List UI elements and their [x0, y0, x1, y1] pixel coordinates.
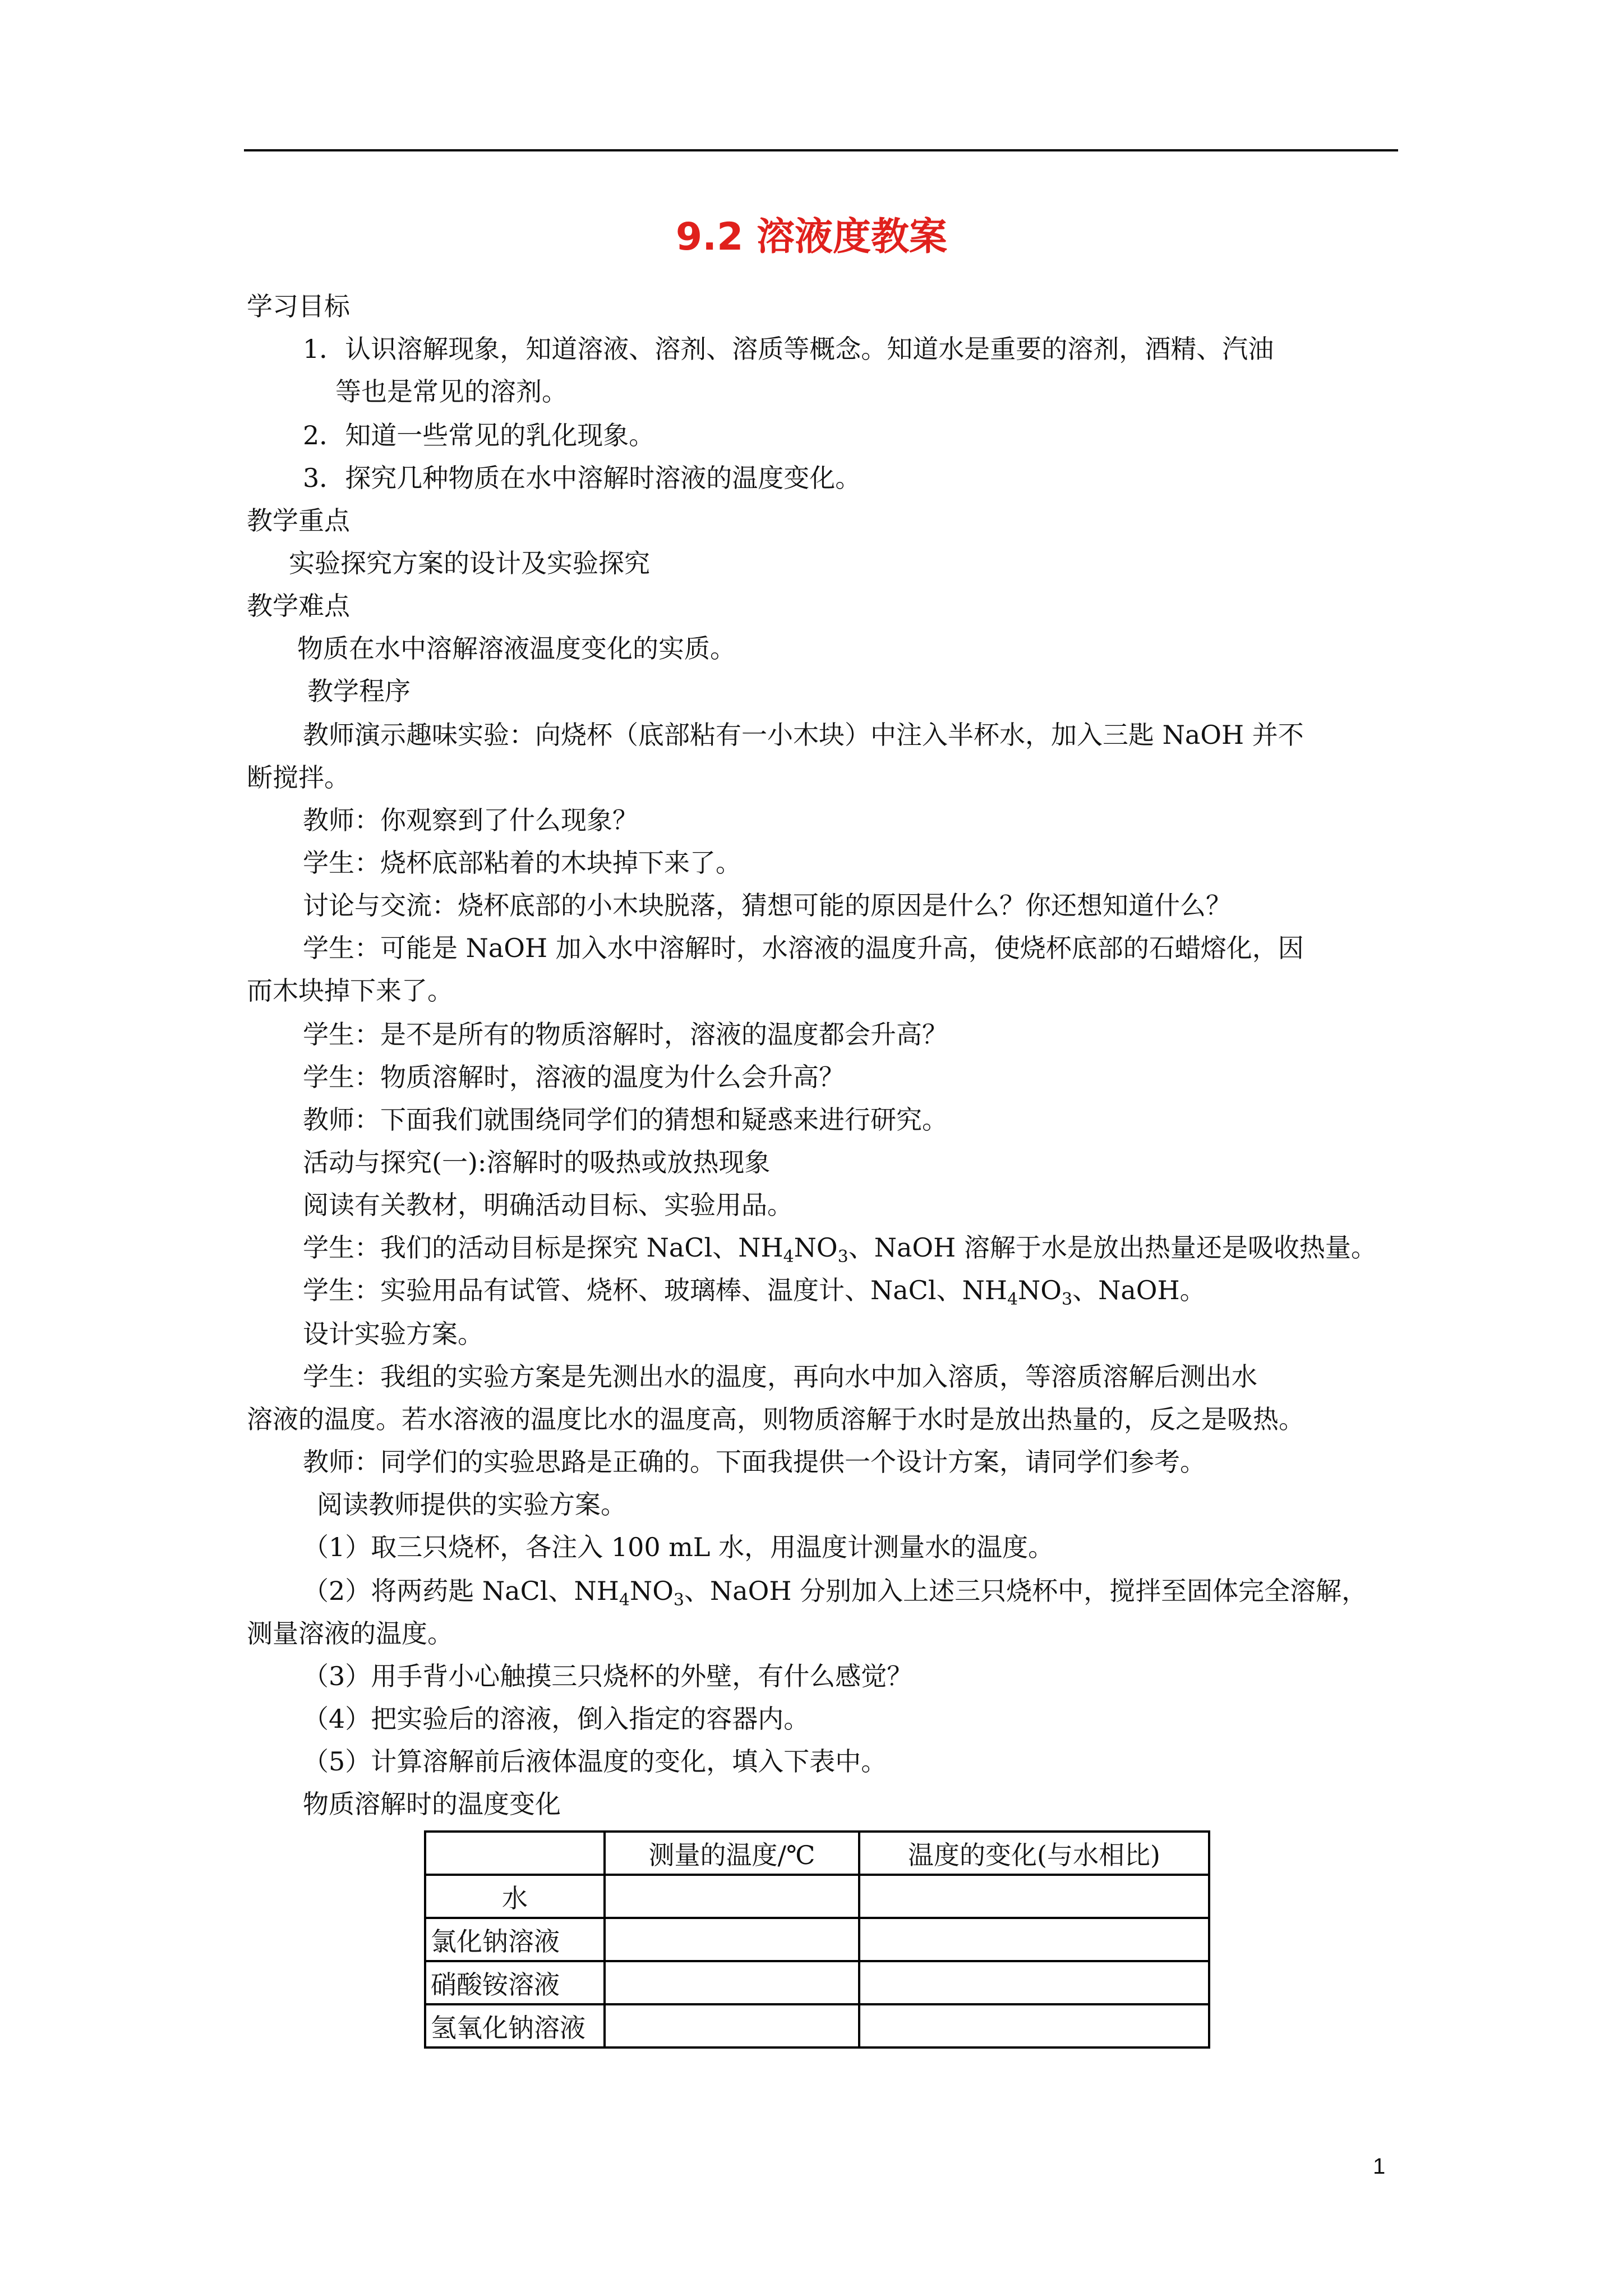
difficulty-text: 物质在水中溶解溶液温度变化的实质。 — [297, 633, 736, 664]
table-header-cell: 测量的温度/℃ — [605, 1832, 859, 1875]
table-cell-temperature — [605, 1961, 859, 2004]
focus-heading: 教学重点 — [247, 505, 350, 536]
paragraph-10: 阅读有关教材，明确活动目标、实验用品。 — [303, 1190, 793, 1220]
table-cell-change — [859, 1875, 1209, 1918]
paragraph-3: 学生：烧杯底部粘着的木块掉下来了。 — [303, 848, 741, 878]
table-cell-temperature — [605, 1875, 859, 1918]
paragraph-5-line-a: 学生：可能是 NaOH 加入水中溶解时，水溶液的温度升高，使烧杯底部的石蜡熔化，因 — [303, 933, 1304, 963]
paragraph-15: 教师：同学们的实验思路是正确的。下面我提供一个设计方案，请同学们参考。 — [303, 1447, 1206, 1477]
paragraph-2: 教师：你观察到了什么现象？ — [303, 805, 638, 835]
paragraph-4: 讨论与交流：烧杯底部的小木块脱落，猜想可能的原因是什么？你还想知道什么？ — [303, 890, 1232, 921]
goal-1-line-a: 1．认识溶解现象，知道溶液、溶剂、溶质等概念。知道水是重要的溶剂，酒精、汽油 — [303, 334, 1274, 364]
step-2-line-b: 测量溶液的温度。 — [247, 1618, 453, 1649]
paragraph-5-line-b: 而木块掉下来了。 — [247, 976, 453, 1006]
step-5: （5）计算溶解前后液体温度的变化，填入下表中。 — [303, 1746, 887, 1777]
procedure-heading: 教学程序 — [307, 676, 411, 706]
table-cell-temperature — [605, 2004, 859, 2047]
paragraph-1-line-b: 断搅拌。 — [247, 762, 350, 793]
step-1: （1）取三只烧杯，各注入 100 mL 水，用温度计测量水的温度。 — [303, 1532, 1054, 1562]
paragraph-11: 学生：我们的活动目标是探究 NaCl、$NH_4NO_3$、NaOH 溶解于水是放出热量还是吸收热量。 — [303, 1232, 1377, 1267]
table-cell-substance: 硝酸铵溶液 — [425, 1961, 605, 2004]
goal-2: 2．知道一些常见的乳化现象。 — [303, 420, 655, 450]
table-cell-substance: 氯化钠溶液 — [425, 1918, 605, 1961]
table-cell-substance: 氢氧化钠溶液 — [425, 2004, 605, 2047]
table-cell-substance: 水 — [425, 1875, 605, 1918]
table-row — [425, 1961, 1209, 2004]
paragraph-7: 学生：物质溶解时，溶液的温度为什么会升高？ — [303, 1062, 845, 1092]
goal-1-line-b: 等也是常见的溶剂。 — [335, 376, 568, 407]
paragraph-6: 学生：是不是所有的物质溶解时，溶液的温度都会升高？ — [303, 1019, 948, 1050]
step-4: （4）把实验后的溶液，倒入指定的容器内。 — [303, 1704, 810, 1734]
table-header-cell — [425, 1832, 605, 1875]
difficulty-heading: 教学难点 — [247, 591, 350, 621]
step-3: （3）用手背小心触摸三只烧杯的外壁，有什么感觉？ — [303, 1661, 913, 1691]
paragraph-16: 阅读教师提供的实验方案。 — [317, 1489, 626, 1520]
table-cell-change — [859, 2004, 1209, 2047]
table-row — [425, 1918, 1209, 1961]
paragraph-13: 设计实验方案。 — [303, 1319, 483, 1349]
table-header-cell: 温度的变化(与水相比) — [859, 1832, 1209, 1875]
table-row — [425, 1875, 1209, 1918]
paragraph-8: 教师：下面我们就围绕同学们的猜想和疑惑来进行研究。 — [303, 1105, 948, 1135]
paragraph-9: 活动与探究(一):溶解时的吸热或放热现象 — [303, 1147, 771, 1177]
step-2-line-a: （2）将两药匙 NaCl、$NH_4NO_3$、NaOH 分别加入上述三只烧杯中，搅拌至固体完全溶解， — [303, 1576, 1368, 1610]
table-caption: 物质溶解时的温度变化 — [303, 1789, 561, 1819]
paragraph-12: 学生：实验用品有试管、烧杯、玻璃棒、温度计、NaCl、$NH_4NO_3$、NaOH。 — [303, 1275, 1206, 1309]
paragraph-1-line-a: 教师演示趣味实验：向烧杯（底部粘有一小木块）中注入半杯水，加入三匙 NaOH 并不 — [303, 720, 1304, 750]
page-number: 1 — [1373, 2154, 1386, 2179]
temperature-change-table — [424, 1830, 1210, 2049]
focus-text: 实验探究方案的设计及实验探究 — [289, 548, 650, 578]
table-cell-change — [859, 1918, 1209, 1961]
goals-heading: 学习目标 — [247, 291, 350, 321]
table-header-row — [425, 1832, 1209, 1875]
table-cell-temperature — [605, 1918, 859, 1961]
paragraph-14-line-a: 学生：我组的实验方案是先测出水的温度，再向水中加入溶质，等溶质溶解后测出水 — [303, 1361, 1257, 1392]
document-title: 9.2 溶液度教案 — [675, 215, 948, 259]
header-rule — [244, 149, 1398, 151]
table-row — [425, 2004, 1209, 2047]
table-cell-change — [859, 1961, 1209, 2004]
goal-3: 3．探究几种物质在水中溶解时溶液的温度变化。 — [303, 463, 861, 493]
paragraph-14-line-b: 溶液的温度。若水溶液的温度比水的温度高，则物质溶解于水时是放出热量的，反之是吸热。 — [247, 1404, 1304, 1434]
